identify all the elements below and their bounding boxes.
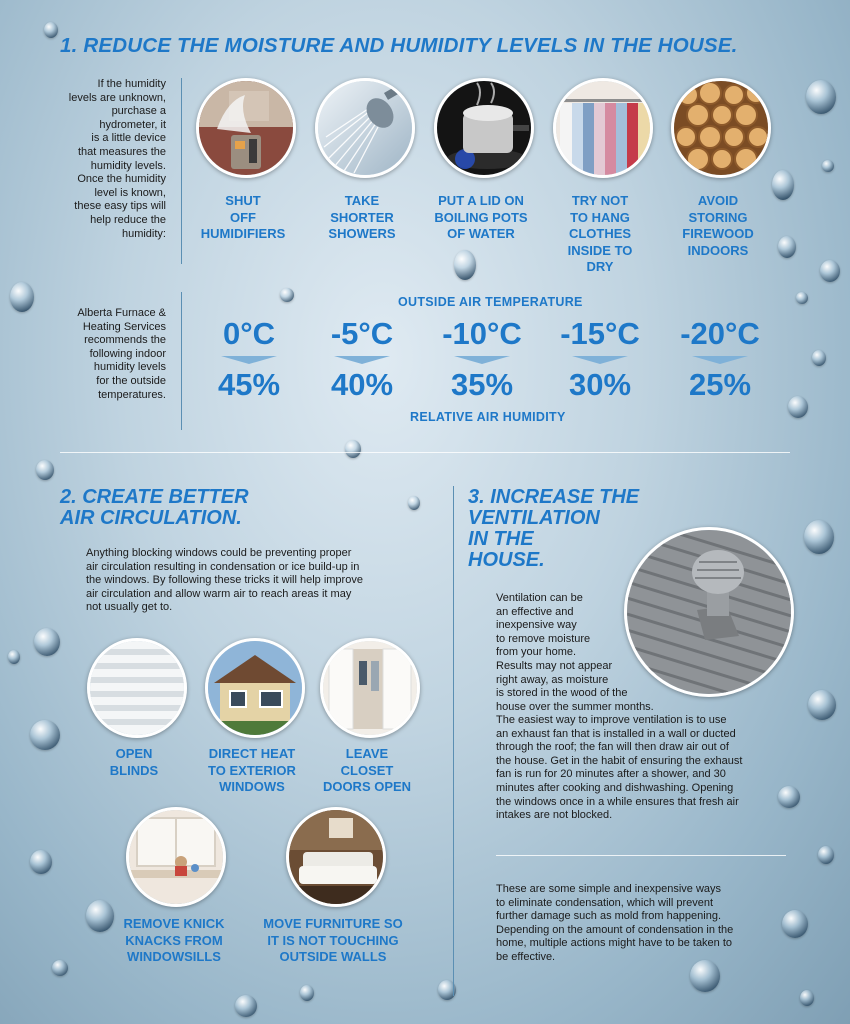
humidity-25: 25% xyxy=(688,367,752,402)
humidity-40: 40% xyxy=(330,367,394,402)
boiling-pot-icon xyxy=(434,78,534,178)
section-3-conclusion: These are some simple and inexpensive ways to eliminate condensation, which will prevent further damage such as mold from happening. Depending on the amount of condensation in the home, multiple actions might have to be taken to be effective. xyxy=(496,883,734,963)
windowsill-icon xyxy=(126,807,226,907)
recommendation-text: Alberta Furnace & Heating Services recommends the following indoor humidity levels for the outside temperatures. xyxy=(77,307,166,401)
tip-remove-knick-knacks: REMOVE KNICK KNACKS FROM WINDOWSILLS xyxy=(123,916,225,964)
tip-take-shorter-showers: TAKE SHORTER SHOWERS xyxy=(328,193,396,241)
temp-minus-15: -15°C xyxy=(560,316,640,351)
divider-vertical xyxy=(181,292,182,430)
blinds-icon xyxy=(87,638,187,738)
arrow-down xyxy=(454,356,510,364)
shower-icon xyxy=(315,78,415,178)
divider-vertical xyxy=(453,486,454,996)
humidity-45: 45% xyxy=(217,367,281,402)
tip-leave-closet-doors-open: LEAVE CLOSET DOORS OPEN xyxy=(322,746,412,794)
humidity-30: 30% xyxy=(568,367,632,402)
tip-move-furniture: MOVE FURNITURE SO IT IS NOT TOUCHING OUTSIDE WALLS xyxy=(263,916,403,964)
humidifier-icon xyxy=(196,78,296,178)
furniture-icon xyxy=(286,807,386,907)
house-icon xyxy=(205,638,305,738)
section-1-intro: If the humidity levels are unknown, purchase a hydrometer, it is a little device that measures the humidity levels. Once the humidity level is known, these easy tips will help reduce the humidity: xyxy=(68,78,166,240)
arrow-down xyxy=(572,356,628,364)
section-divider xyxy=(60,452,790,453)
tip-dont-hang-clothes: TRY NOT TO HANG CLOTHES INSIDE TO DRY xyxy=(567,193,633,274)
tip-put-lid-on-pots: PUT A LID ON BOILING POTS OF WATER xyxy=(434,193,528,241)
arrow-down xyxy=(221,356,277,364)
closet-icon xyxy=(320,638,420,738)
section-1-title: 1. REDUCE THE MOISTURE AND HUMIDITY LEVELS IN THE HOUSE. xyxy=(60,34,738,57)
section-2-intro: Anything blocking windows could be preventing proper air circulation resulting in condensation or ice build-up in the windows. By following these tricks it will help improve air circulation and allow warm air to reach areas it may not usually get to. xyxy=(86,547,363,614)
temp-minus-20: -20°C xyxy=(680,316,760,351)
tip-direct-heat: DIRECT HEAT TO EXTERIOR WINDOWS xyxy=(208,746,296,794)
section-3-body-short: Ventilation can be an effective and inexpensive way to remove moisture from your home. Results may not appear right away, as moisture is stored in the wood of the house over the summer months. xyxy=(496,592,654,713)
temp-0: 0°C xyxy=(222,316,276,351)
section-3-body-long: The easiest way to improve ventilation is to use an exhaust fan that is installed in a wall or ducted through the roof; the fan will then draw air out of the house. Get in the habit of ensuring the exhaust fan is run for 20 minutes after a shower, and 30 minutes after cooking and dishwashing. Opening the windows once in a while ensures that fresh air intakes are not blocked. xyxy=(496,714,743,822)
section-divider xyxy=(496,855,786,856)
outside-air-temperature-caption: OUTSIDE AIR TEMPERATURE xyxy=(398,295,583,309)
tip-avoid-firewood: AVOID STORING FIREWOOD INDOORS xyxy=(682,193,754,258)
arrow-down xyxy=(692,356,748,364)
tip-shut-off-humidifiers: SHUT OFF HUMIDIFIERS xyxy=(200,193,286,241)
divider-vertical xyxy=(181,78,182,264)
hanging-clothes-icon xyxy=(553,78,653,178)
tip-open-blinds: OPEN BLINDS xyxy=(109,746,159,778)
arrow-down xyxy=(334,356,390,364)
humidity-35: 35% xyxy=(450,367,514,402)
section-3-title: 3. INCREASE THE VENTILATION IN THE HOUSE. xyxy=(468,486,640,571)
firewood-icon xyxy=(671,78,771,178)
section-2-title: 2. CREATE BETTER AIR CIRCULATION. xyxy=(60,486,249,529)
temp-minus-10: -10°C xyxy=(442,316,522,351)
temp-minus-5: -5°C xyxy=(330,316,394,351)
relative-air-humidity-caption: RELATIVE AIR HUMIDITY xyxy=(410,410,566,424)
